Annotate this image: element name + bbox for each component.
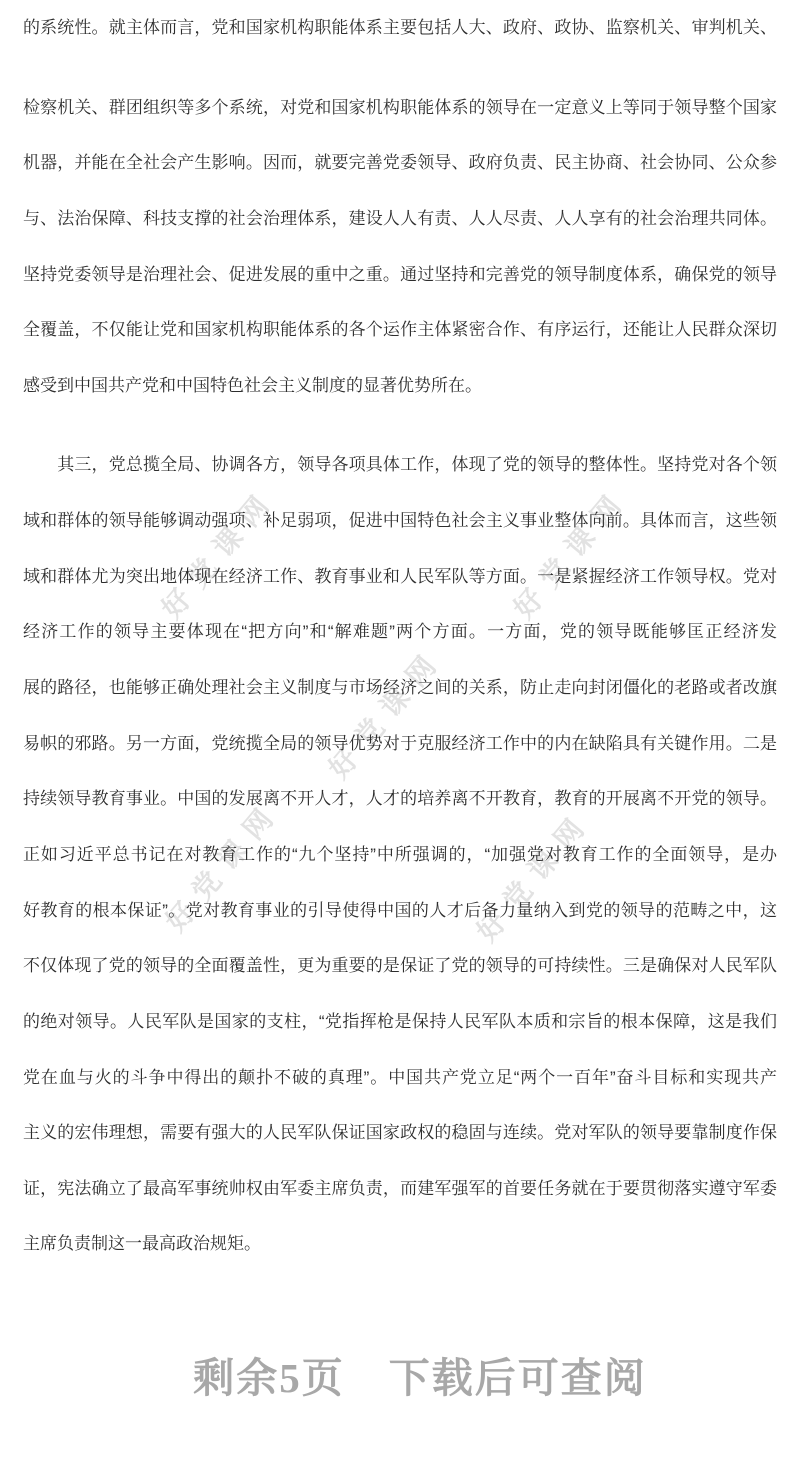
download-banner: [0, 1352, 800, 1404]
text-line: 坚持党委领导是治理社会、促进发展的重中之重。通过坚持和完善党的领导制度体系，确保党的领导: [23, 264, 777, 284]
text-line: 的绝对领导。人民军队是国家的支柱，“党指挥枪是保持人民军队本质和宗旨的根本保障，这是我们: [23, 1011, 777, 1031]
text-line: 正如习近平总书记在对教育工作的“九个坚持”中所强调的，“加强党对教育工作的全面领导，是办: [23, 844, 777, 864]
text-line: 展的路径，也能够正确处理社会主义制度与市场经济之间的关系，防止走向封闭僵化的老路或者改旗: [23, 678, 777, 698]
text-line: 其三，党总揽全局、协调各方，领导各项具体工作，体现了党的领导的整体性。坚持党对各个领: [23, 455, 777, 475]
text-line: 的系统性。就主体而言，党和国家机构职能体系主要包括人大、政府、政协、监察机关、审判机关、: [23, 18, 777, 37]
text-line: 域和群体尤为突出地体现在经济工作、教育事业和人民军队等方面。一是紧握经济工作领导权。党对: [23, 566, 777, 586]
text-line: 经济工作的领导主要体现在“把方向”和“解难题”两个方面。一方面，党的领导既能够匡正经济发: [23, 622, 777, 642]
watermark-text: 好党课网: [159, 794, 287, 938]
text-line: 主席负责制这一最高政治规矩。: [23, 1234, 261, 1254]
remaining-pages-label: 剩余5页: [193, 1355, 345, 1401]
watermark-text: 好党课网: [507, 481, 635, 625]
download-hint-label: 下载后可查阅: [388, 1355, 647, 1401]
text-line: 与、法治保障、科技支撑的社会治理体系，建设人人有责、人人尽责、人人享有的社会治理共同体。: [23, 208, 777, 228]
text-line: 域和群体的领导能够调动强项、补足弱项，促进中国特色社会主义事业整体向前。具体而言，这些领: [23, 511, 777, 531]
text-line: 好教育的根本保证”。党对教育事业的引导使得中国的人才后备力量纳入到党的领导的范畴之中，这: [23, 900, 777, 920]
text-line: 不仅体现了党的领导的全面覆盖性，更为重要的是保证了党的领导的可持续性。三是确保对人民军队: [23, 956, 777, 976]
text-line: 主义的宏伟理想，需要有强大的人民军队保证国家政权的稳固与连续。党对军队的领导要靠制度作保: [23, 1123, 777, 1143]
text-line: 机器，并能在全社会产生影响。因而，就要完善党委领导、政府负责、民主协商、社会协同、公众参: [23, 153, 777, 173]
text-line: 全覆盖，不仅能让党和国家机构职能体系的各个运作主体紧密合作、有序运行，还能让人民群众深切: [23, 320, 777, 340]
watermark-text: 好党课网: [155, 481, 283, 625]
text-line: 易帜的邪路。另一方面，党统揽全局的领导优势对于克服经济工作中的内在缺陷具有关键作用。二是: [23, 733, 777, 753]
text-line: 党在血与火的斗争中得出的颠扑不破的真理”。中国共产党立足“两个一百年”奋斗目标和实现共产: [23, 1067, 777, 1087]
watermark-text: 好党课网: [322, 641, 450, 785]
text-line: 持续领导教育事业。中国的发展离不开人才，人才的培养离不开教育，教育的开展离不开党的领导。: [23, 789, 777, 809]
text-line: 感受到中国共产党和中国特色社会主义制度的显著优势所在。: [23, 375, 482, 395]
text-line: 证，宪法确立了最高军事统帅权由军委主席负责，而建军强军的首要任务就在于要贯彻落实遵守军委: [23, 1178, 777, 1198]
watermark-text: 好党课网: [470, 804, 598, 948]
document-body: [23, 0, 777, 1272]
text-line: 检察机关、群团组织等多个系统，对党和国家机构职能体系的领导在一定意义上等同于领导整个国家: [23, 97, 777, 117]
